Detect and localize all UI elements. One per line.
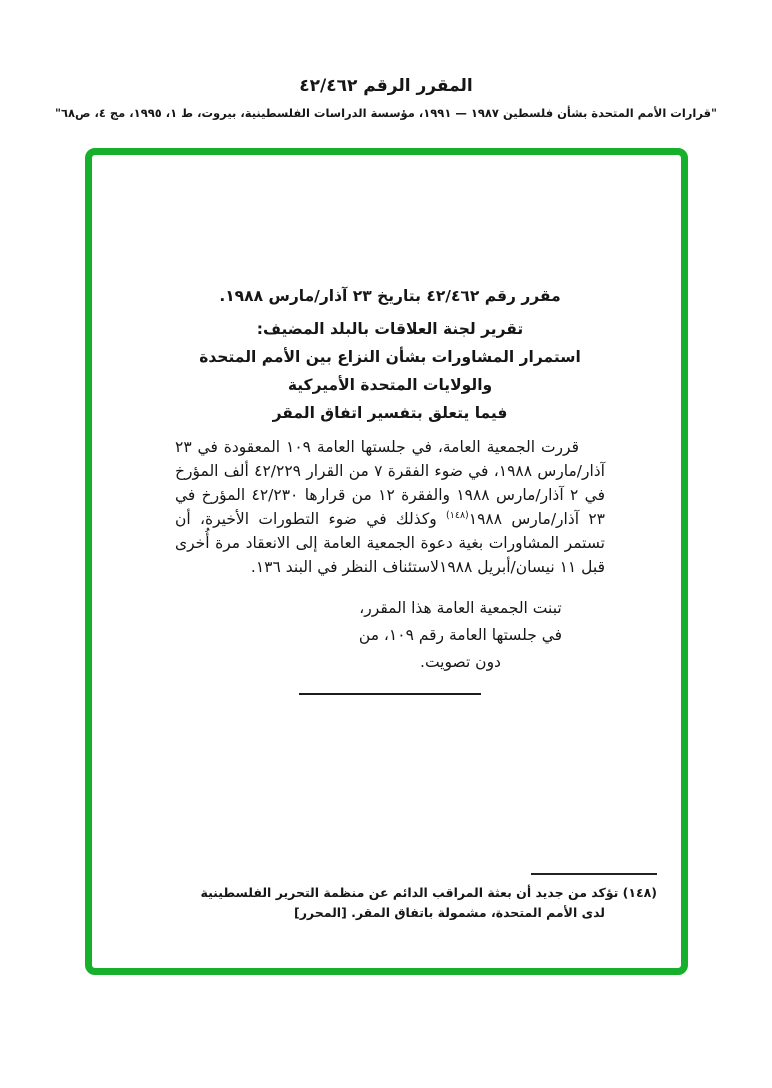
footnote-line: (١٤٨) تؤكد من جديد أن بعثة المراقب الدائم عن منظمة التحرير الفلسطينية	[200, 885, 657, 900]
decision-content	[175, 282, 605, 695]
adoption-line: دون تصويت.	[420, 652, 501, 671]
adoption-line: في جلستها العامة رقم ١٠٩، من	[358, 625, 563, 644]
source-citation: "قرارات الأمم المتحدة بشأن فلسطين ١٩٨٧ — ١٩٩١، مؤسسة الدراسات الفلسطينية، بيروت، ط ١، ١٩٩٥، مج ٤، ص٦٨"	[54, 106, 718, 120]
body-text-part2: وكذلك في ضوء التطورات الأخيرة، أن تستمر المشاورات بغية دعوة الجمعية العامة إلى الانعقاد مرة أُخرى قبل ١١ نيسان/أبريل ١٩٨٨لاستئناف النظر في البند ١٣٦.	[175, 510, 605, 576]
decision-subtitle-line: تقرير لجنة العلاقات بالبلد المضيف:	[256, 320, 524, 338]
footnote-block	[200, 873, 657, 923]
decision-body-paragraph	[175, 435, 605, 579]
decision-subtitle-line: استمرار المشاورات بشأن النزاع بين الأمم المتحدة	[199, 348, 581, 366]
decision-subtitle-line: والولايات المتحدة الأميركية	[287, 376, 493, 394]
decision-heading	[175, 282, 605, 427]
page-title: المقرر الرقم ٤٢/٤٦٢	[299, 76, 473, 96]
footnote-separator-rule	[531, 873, 657, 875]
decision-number-line: مقرر رقم ٤٢/٤٦٢ بتاريخ ٢٣ آذار/مارس ١٩٨٨.	[219, 287, 561, 305]
decision-subtitle-line: فيما يتعلق بتفسير اتفاق المقر	[272, 404, 508, 422]
body-text-part1: قررت الجمعية العامة، في جلستها العامة ١٠٩ المعقودة في ٢٣ آذار/مارس ١٩٨٨، في ضوء الفقرة ٧ من القرار ٤٢/٢٢٩ ألف المؤرخ في ٢ آذار/مارس ١٩٨٨ والفقرة ١٢ من قرارها ٤٢/٢٣٠ المؤرخ في ٢٣ آذار/مارس ١٩٨٨	[175, 438, 606, 528]
adoption-statement	[358, 595, 563, 676]
footnote-line: لدى الأمم المتحدة، مشمولة باتفاق المقر. [المحرر]	[294, 905, 605, 920]
footnote-reference: (١٤٨)	[446, 509, 469, 521]
green-frame	[85, 148, 688, 975]
adoption-line: تبنت الجمعية العامة هذا المقرر،	[359, 598, 562, 617]
end-divider-rule	[299, 693, 481, 695]
